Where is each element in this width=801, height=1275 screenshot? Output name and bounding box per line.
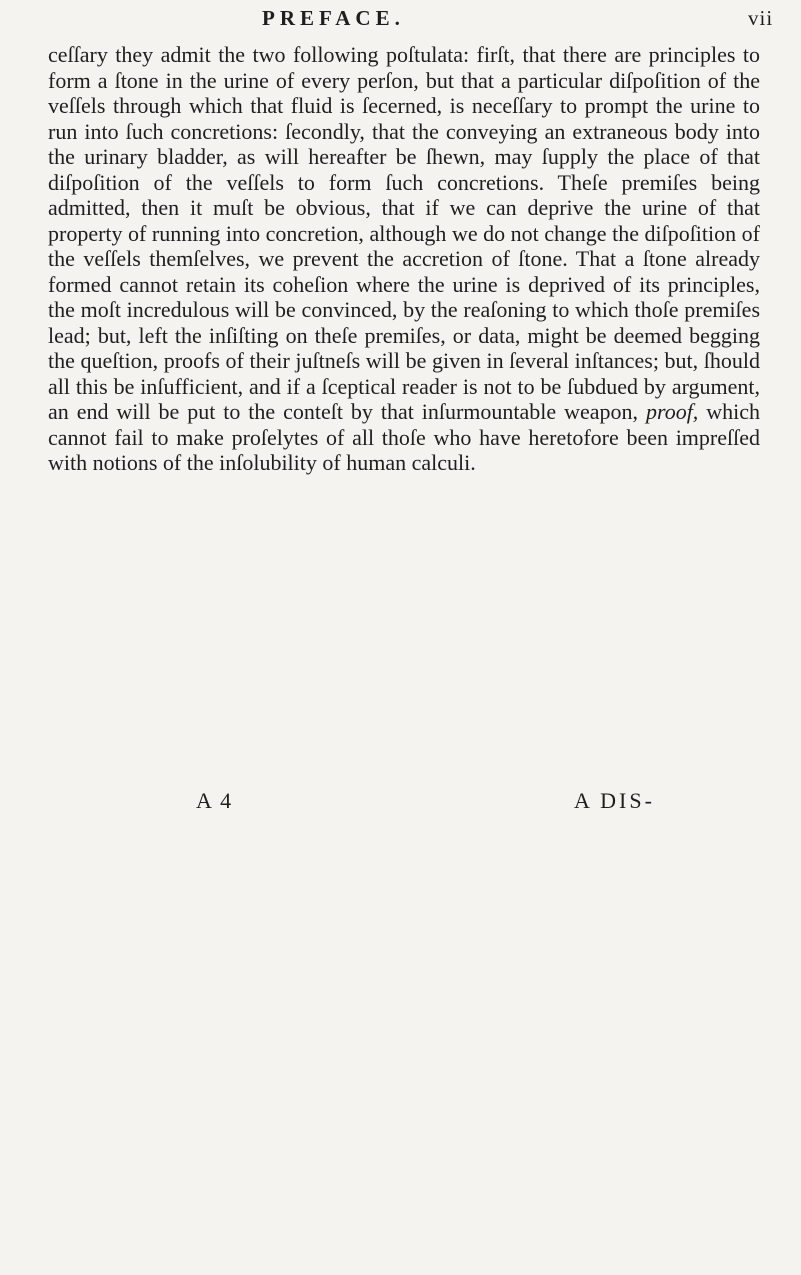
paragraph-text-after-emphasis: which cannot fail to make proſelytes of all thoſe who have heretofore been impreſſed with notions of the inſolubility of human calculi. (48, 399, 761, 475)
page-footer (0, 788, 801, 818)
running-head (0, 2, 801, 34)
signature-mark: A 4 (196, 788, 234, 813)
running-title: PREFACE. (262, 6, 405, 30)
catchword: A DIS- (574, 788, 655, 813)
page-number: vii (748, 6, 774, 30)
paragraph-text-before-emphasis: ceſſary they admit the two following poſtulata: firſt, that there are principles to form a ſtone in the urine of every perſon, but that a particular diſpoſition of the veſſels through which that fluid is ſecerned, is neceſſary to prompt the urine to run into ſuch concretions: ſecondly, that the conveying an extraneous body into the urinary bladder, as will hereafter be ſhewn, may ſupply the place of that diſpoſition of the veſſels to form ſuch concretions. Theſe premiſes being admitted, then it muſt be obvious, that if we can deprive the urine of that property of running into concretion, although we do not change the diſpoſition of the veſſels themſelves, we prevent the accretion of ſtone. That a ſtone already formed cannot retain its coheſion where the urine is deprived of its principles, the moſt incredulous will be convinced, by the reaſoning to which thoſe premiſes lead; but, left the inſiſting on theſe premiſes, or data, might be deemed begging the queſtion, proofs of their juſtneſs will be given in ſeveral inſtances; but, ſhould all this be inſufficient, and if a ſceptical reader is not to be ſubdued by argument, an end will be put to the conteſt by that inſurmountable weapon, (48, 42, 760, 424)
emphasized-word: proof, (645, 399, 699, 424)
paragraph (48, 42, 760, 476)
body-text (48, 42, 760, 476)
